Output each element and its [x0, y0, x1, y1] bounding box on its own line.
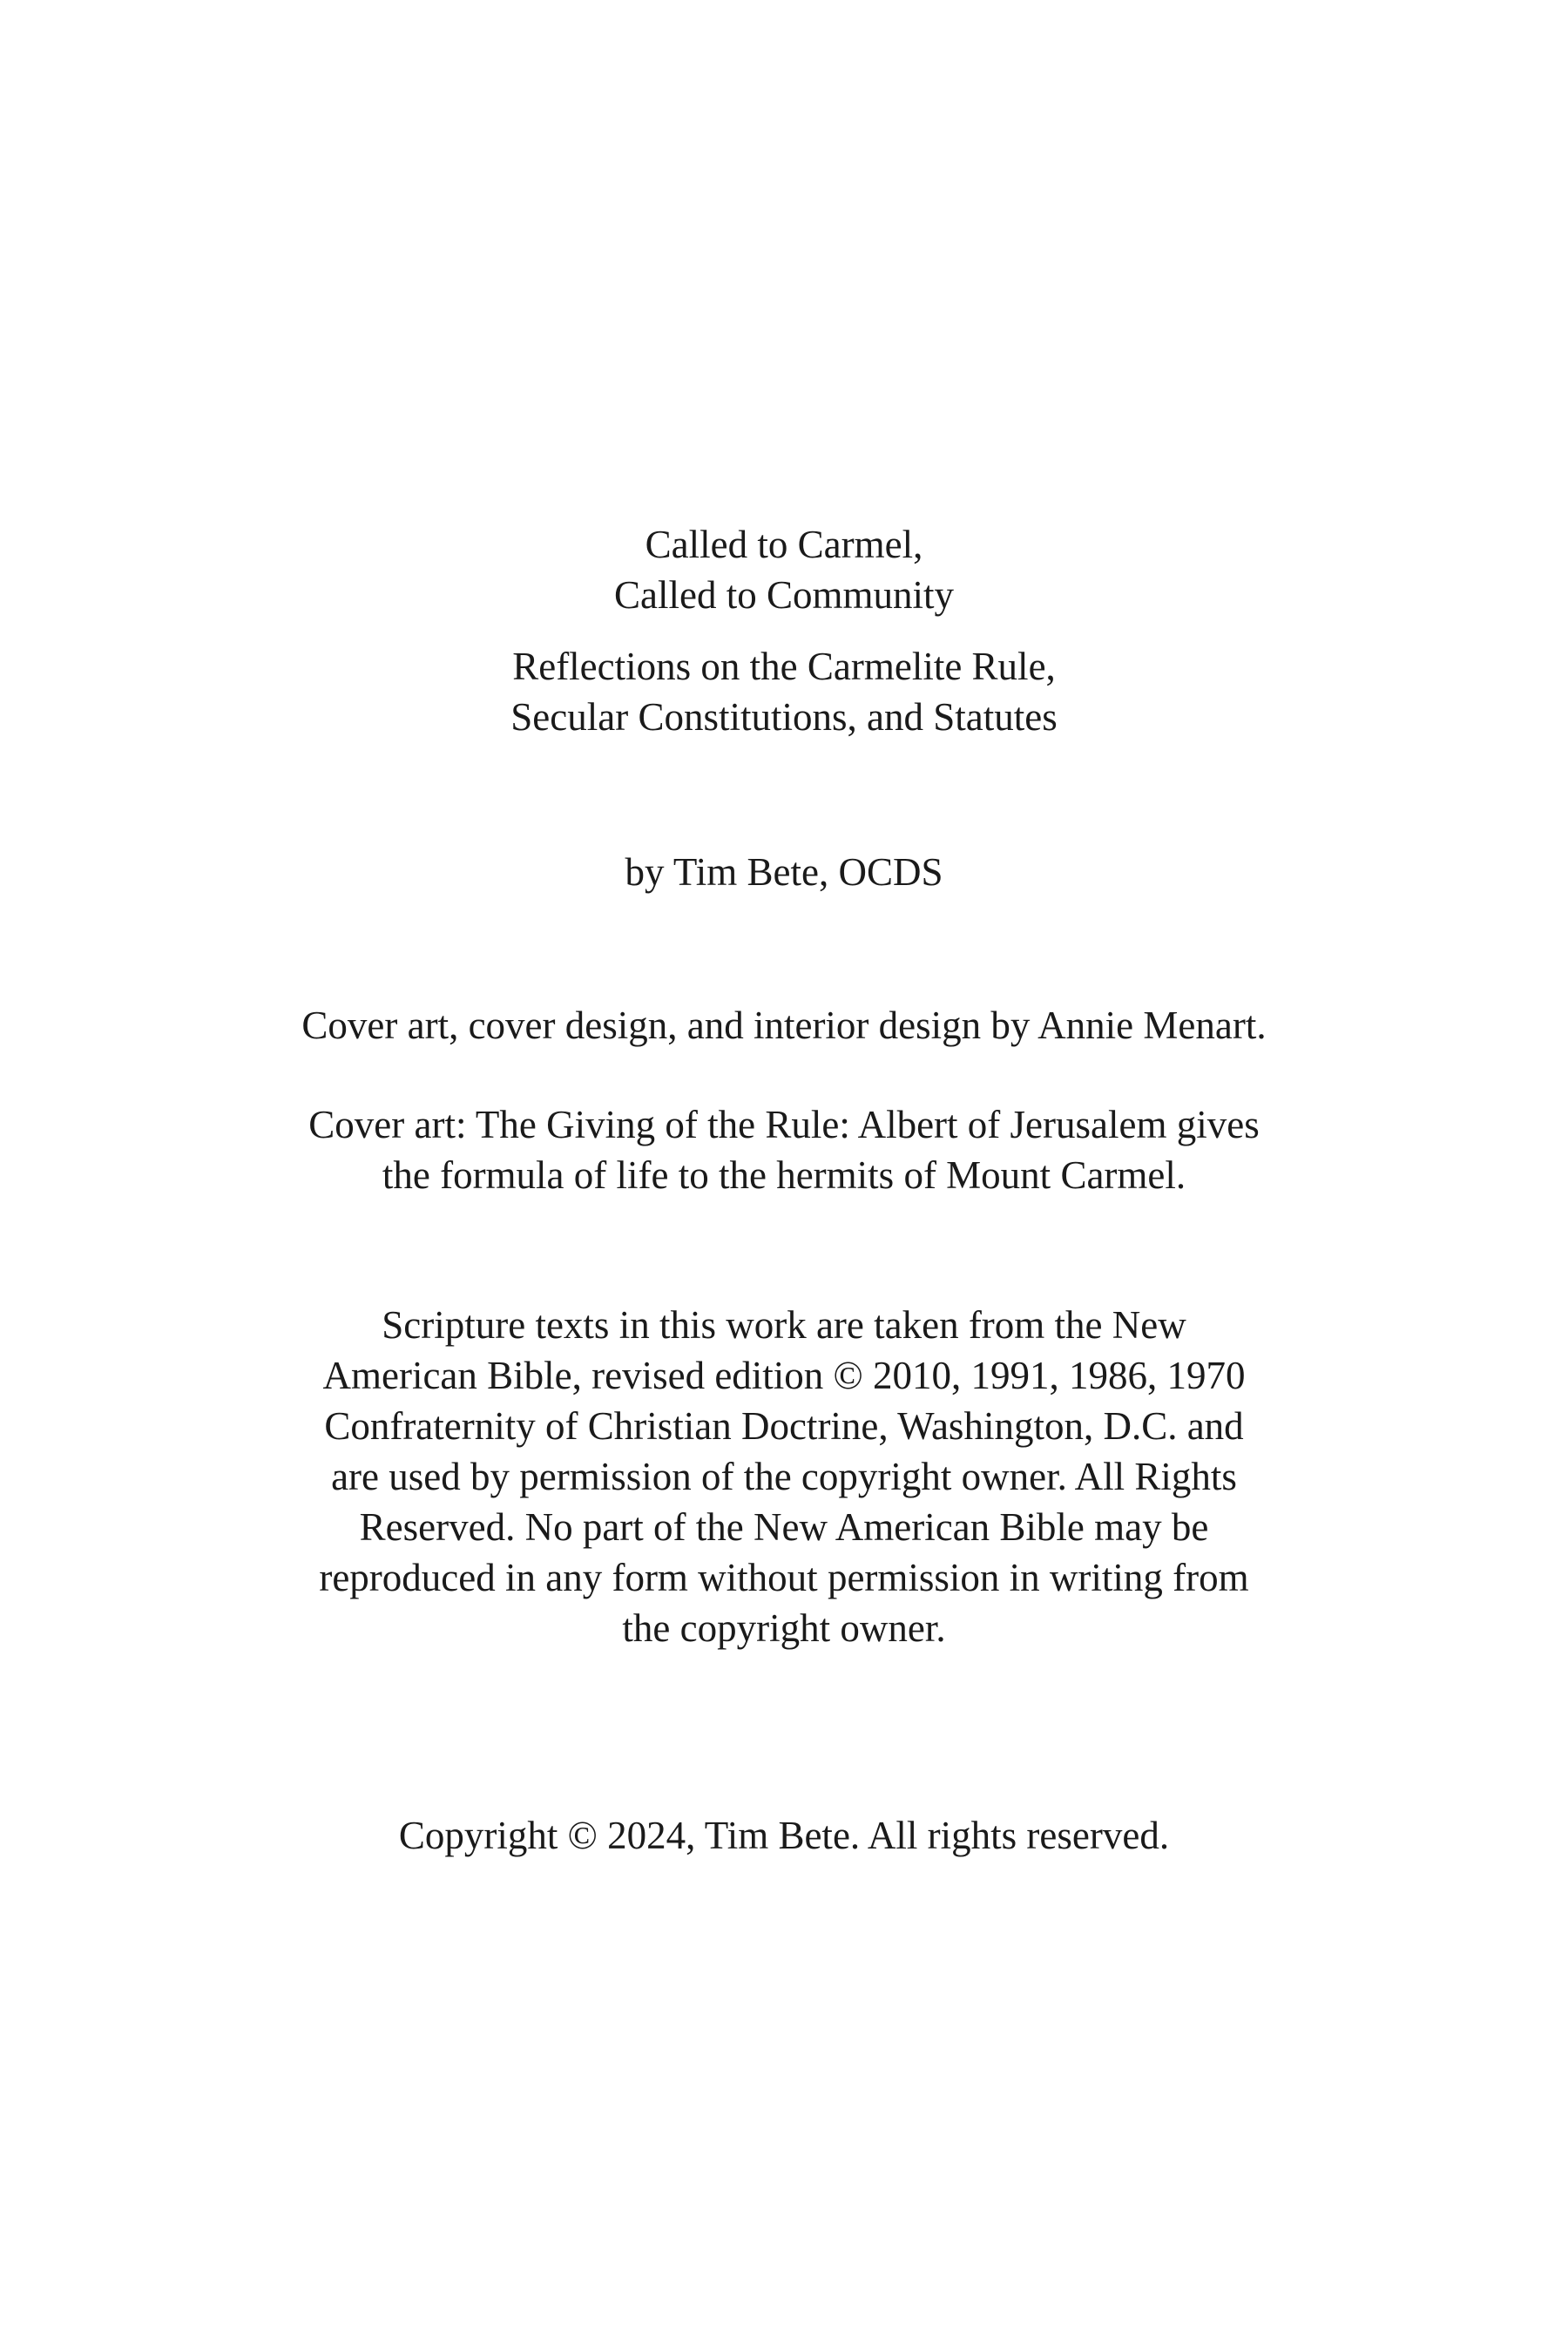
cover-art-line: the formula of life to the hermits of Mount Carmel. [382, 1153, 1186, 1197]
design-credit [0, 1000, 1568, 1051]
book-subtitle [0, 641, 1568, 742]
scripture-line: Reserved. No part of the New American Bible may be [359, 1505, 1209, 1549]
title-line: Called to Carmel, [645, 523, 923, 566]
cover-art-credit [0, 1099, 1568, 1200]
cover-art-line: Cover art: The Giving of the Rule: Albert of Jerusalem gives [308, 1103, 1260, 1146]
scripture-line: reproduced in any form without permission in writing from [319, 1556, 1249, 1599]
copyright-line: Copyright © 2024, Tim Bete. All rights reserved. [398, 1814, 1170, 1857]
design-credit-line: Cover art, cover design, and interior design by Annie Menart. [301, 1004, 1267, 1047]
scripture-line: Confraternity of Christian Doctrine, Washington, D.C. and [324, 1404, 1244, 1448]
copyright-notice [0, 1810, 1568, 1861]
author-byline [0, 847, 1568, 897]
book-title [0, 519, 1568, 620]
scripture-line: the copyright owner. [622, 1606, 946, 1650]
scripture-line: Scripture texts in this work are taken from the New [382, 1303, 1186, 1347]
subtitle-line: Reflections on the Carmelite Rule, [512, 645, 1056, 688]
author-line: by Tim Bete, OCDS [625, 850, 943, 894]
scripture-permission-notice [0, 1300, 1568, 1653]
scripture-line: American Bible, revised edition © 2010, 1991, 1986, 1970 [322, 1354, 1246, 1397]
scripture-line: are used by permission of the copyright owner. All Rights [331, 1455, 1237, 1498]
subtitle-line: Secular Constitutions, and Statutes [510, 695, 1058, 739]
title-line: Called to Community [614, 573, 954, 617]
